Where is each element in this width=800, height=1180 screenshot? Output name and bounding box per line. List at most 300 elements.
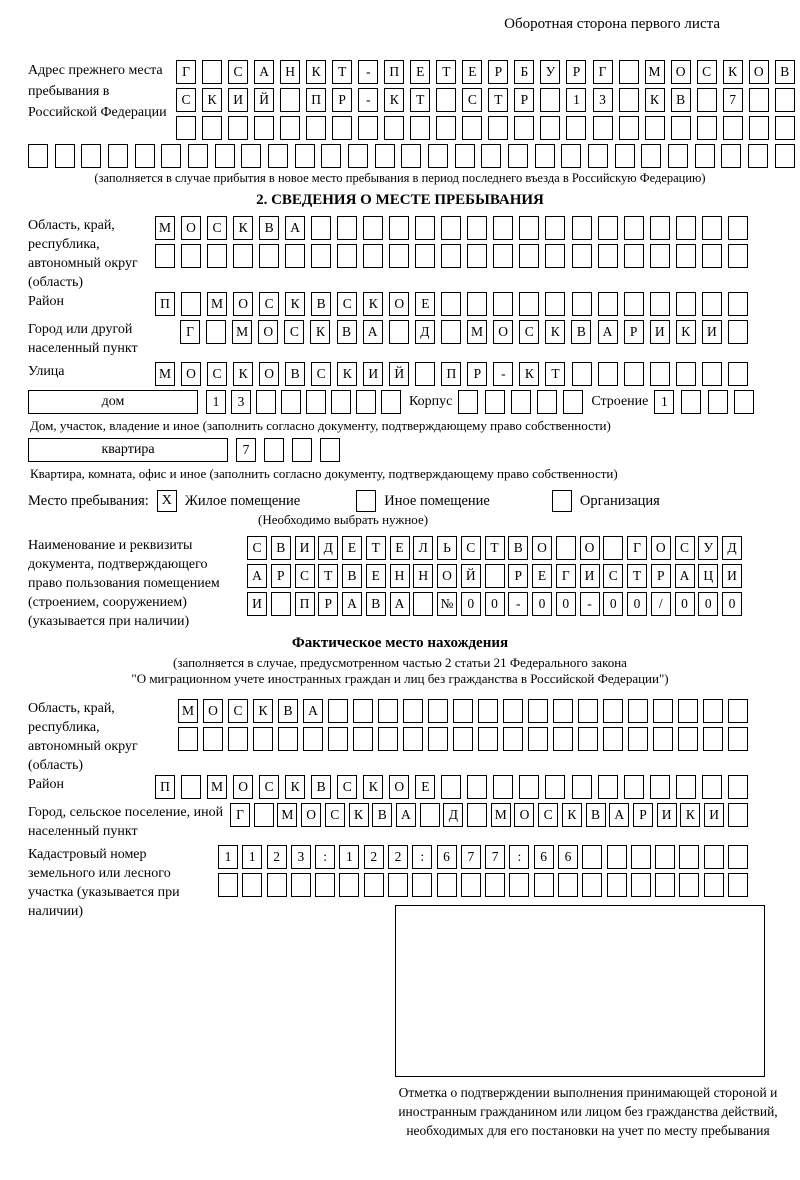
char-cell — [728, 244, 748, 268]
char-cell: А — [303, 699, 323, 723]
char-cell — [545, 292, 565, 316]
char-cell: С — [284, 320, 304, 344]
korpus-label: Корпус — [409, 394, 453, 409]
char-cell — [378, 699, 398, 723]
char-cell: Г — [176, 60, 196, 84]
char-cell: Г — [593, 60, 613, 84]
char-cell — [337, 216, 357, 240]
district-block — [28, 292, 772, 316]
char-cell — [775, 116, 795, 140]
char-cell: Й — [254, 88, 274, 112]
char-cell: К — [723, 60, 743, 84]
korpus-cells — [458, 390, 583, 414]
char-cell — [598, 362, 618, 386]
char-cell: 1 — [566, 88, 586, 112]
char-cell: В — [311, 775, 331, 799]
char-cell — [598, 216, 618, 240]
actual-region-row-1 — [178, 699, 748, 723]
char-cell — [588, 144, 608, 168]
char-cell — [678, 699, 698, 723]
char-cell — [485, 390, 505, 414]
char-cell: С — [228, 699, 248, 723]
char-cell — [320, 438, 340, 462]
char-cell — [453, 699, 473, 723]
char-cell: 1 — [242, 845, 262, 869]
char-cell — [485, 564, 505, 588]
char-cell: В — [586, 803, 606, 827]
char-cell — [206, 320, 226, 344]
char-cell: 0 — [675, 592, 695, 616]
char-cell — [415, 362, 435, 386]
actual-district-label: Район — [28, 777, 64, 792]
char-cell — [278, 727, 298, 751]
char-cell — [676, 775, 696, 799]
char-cell: С — [603, 564, 623, 588]
char-cell: М — [178, 699, 198, 723]
char-cell: Е — [410, 60, 430, 84]
char-cell — [436, 116, 456, 140]
char-cell — [528, 727, 548, 751]
choose-note: (Необходимо выбрать нужное) — [258, 512, 429, 527]
char-cell — [545, 244, 565, 268]
cadastral-label: Кадастровый номер земельного или лесного участка (указывается при наличии) — [28, 847, 180, 919]
char-cell: О — [259, 362, 279, 386]
char-cell: Н — [390, 564, 410, 588]
house-type-box: дом — [28, 390, 198, 414]
char-cell: О — [301, 803, 321, 827]
district-row — [155, 292, 748, 316]
char-cell: С — [337, 292, 357, 316]
char-cell: И — [650, 320, 670, 344]
char-cell: 7 — [461, 845, 481, 869]
char-cell: К — [562, 803, 582, 827]
char-cell: Г — [556, 564, 576, 588]
char-cell — [254, 116, 274, 140]
char-cell — [566, 116, 586, 140]
char-cell — [455, 144, 475, 168]
char-cell: Т — [366, 536, 386, 560]
char-cell — [728, 845, 748, 869]
char-cell — [203, 727, 223, 751]
char-cell: В — [671, 88, 691, 112]
char-cell: О — [437, 564, 457, 588]
char-cell — [650, 244, 670, 268]
char-cell — [375, 144, 395, 168]
char-cell: К — [384, 88, 404, 112]
char-cell: О — [493, 320, 513, 344]
char-cell: Р — [318, 592, 338, 616]
char-cell — [202, 116, 222, 140]
char-cell — [467, 244, 487, 268]
char-cell: - — [493, 362, 513, 386]
char-cell: 0 — [722, 592, 742, 616]
char-cell — [676, 362, 696, 386]
char-cell — [467, 292, 487, 316]
char-cell: О — [181, 216, 201, 240]
char-cell: В — [271, 536, 291, 560]
char-cell — [619, 60, 639, 84]
char-cell — [703, 699, 723, 723]
char-cell — [358, 116, 378, 140]
char-cell: Д — [318, 536, 338, 560]
char-cell: М — [491, 803, 511, 827]
char-cell — [413, 592, 433, 616]
organization-label: Организация — [579, 492, 660, 509]
char-cell: Е — [390, 536, 410, 560]
char-cell — [519, 244, 539, 268]
char-cell — [598, 775, 618, 799]
char-cell — [775, 144, 795, 168]
char-cell — [728, 699, 748, 723]
char-cell — [280, 88, 300, 112]
char-cell — [702, 775, 722, 799]
house-row — [28, 390, 772, 414]
char-cell — [467, 775, 487, 799]
char-cell — [514, 116, 534, 140]
char-cell: Б — [514, 60, 534, 84]
char-cell — [702, 244, 722, 268]
char-cell: А — [247, 564, 267, 588]
char-cell: М — [277, 803, 297, 827]
char-cell — [268, 144, 288, 168]
document-row-3 — [247, 592, 742, 616]
char-cell — [384, 116, 404, 140]
char-cell: С — [538, 803, 558, 827]
char-cell — [508, 144, 528, 168]
char-cell — [256, 390, 276, 414]
char-cell — [228, 727, 248, 751]
char-cell — [363, 244, 383, 268]
char-cell — [493, 775, 513, 799]
char-cell — [453, 727, 473, 751]
char-cell — [437, 873, 457, 897]
char-cell: С — [207, 362, 227, 386]
char-cell — [631, 873, 651, 897]
char-cell: П — [155, 292, 175, 316]
apartment-type-box: квартира — [28, 438, 228, 462]
char-cell — [441, 244, 461, 268]
char-cell: Е — [462, 60, 482, 84]
char-cell — [655, 845, 675, 869]
char-cell: 0 — [485, 592, 505, 616]
char-cell — [702, 216, 722, 240]
char-cell: Т — [627, 564, 647, 588]
char-cell — [428, 144, 448, 168]
char-cell: Р — [332, 88, 352, 112]
char-cell: : — [509, 845, 529, 869]
char-cell: К — [645, 88, 665, 112]
char-cell — [328, 727, 348, 751]
char-cell — [436, 88, 456, 112]
char-cell: И — [295, 536, 315, 560]
char-cell: М — [207, 775, 227, 799]
char-cell: Т — [410, 88, 430, 112]
prev-address-block — [28, 60, 790, 144]
stroenie-cells — [654, 390, 754, 414]
char-cell — [403, 727, 423, 751]
house-number-cells — [206, 390, 401, 414]
char-cell: 0 — [627, 592, 647, 616]
actual-city-row — [230, 803, 748, 827]
char-cell — [271, 592, 291, 616]
char-cell — [695, 144, 715, 168]
char-cell: В — [775, 60, 795, 84]
char-cell: И — [580, 564, 600, 588]
char-cell: О — [532, 536, 552, 560]
char-cell — [332, 116, 352, 140]
char-cell: С — [247, 536, 267, 560]
char-cell — [697, 88, 717, 112]
district-label: Район — [28, 294, 64, 309]
char-cell: М — [155, 362, 175, 386]
char-cell: К — [233, 216, 253, 240]
char-cell: 7 — [485, 845, 505, 869]
char-cell: М — [155, 216, 175, 240]
char-cell: 0 — [556, 592, 576, 616]
char-cell — [28, 144, 48, 168]
char-cell — [478, 699, 498, 723]
char-cell: П — [384, 60, 404, 84]
char-cell: Т — [545, 362, 565, 386]
char-cell: И — [704, 803, 724, 827]
char-cell: Р — [271, 564, 291, 588]
char-cell: О — [203, 699, 223, 723]
char-cell — [511, 390, 531, 414]
char-cell — [519, 216, 539, 240]
char-cell — [540, 116, 560, 140]
char-cell: В — [366, 592, 386, 616]
char-cell — [703, 727, 723, 751]
actual-region-block — [28, 699, 772, 775]
char-cell — [441, 292, 461, 316]
char-cell — [292, 438, 312, 462]
char-cell — [619, 88, 639, 112]
actual-region-label: Область, край, республика, автономный округ (область) — [28, 701, 138, 773]
other-premises-label: Иное помещение — [384, 492, 490, 509]
char-cell — [363, 216, 383, 240]
char-cell — [519, 292, 539, 316]
char-cell — [702, 362, 722, 386]
region-block — [28, 216, 772, 292]
char-cell — [578, 699, 598, 723]
char-cell: С — [176, 88, 196, 112]
city-label: Город или другой населенный пункт — [28, 322, 138, 356]
char-cell — [697, 116, 717, 140]
char-cell — [181, 244, 201, 268]
char-cell: С — [697, 60, 717, 84]
char-cell — [631, 845, 651, 869]
other-premises-checkbox — [356, 490, 376, 512]
char-cell: Ь — [437, 536, 457, 560]
char-cell: И — [363, 362, 383, 386]
actual-location-note-2: "О миграционном учете иностранных граждан и лиц без гражданства в Российской Федерации") — [131, 671, 669, 686]
stay-type-label: Место пребывания: — [28, 492, 149, 509]
char-cell — [721, 144, 741, 168]
char-cell — [628, 699, 648, 723]
char-cell: Е — [342, 536, 362, 560]
char-cell — [678, 727, 698, 751]
char-cell — [624, 244, 644, 268]
char-cell — [519, 775, 539, 799]
char-cell — [242, 873, 262, 897]
char-cell: М — [467, 320, 487, 344]
char-cell — [653, 699, 673, 723]
char-cell — [728, 775, 748, 799]
char-cell: А — [285, 216, 305, 240]
char-cell — [582, 873, 602, 897]
char-cell — [572, 292, 592, 316]
char-cell: 3 — [593, 88, 613, 112]
char-cell: - — [580, 592, 600, 616]
char-cell — [488, 116, 508, 140]
char-cell — [291, 873, 311, 897]
char-cell — [207, 244, 227, 268]
organization-checkbox — [552, 490, 572, 512]
char-cell: И — [702, 320, 722, 344]
char-cell — [241, 144, 261, 168]
char-cell: О — [233, 292, 253, 316]
char-cell: 0 — [532, 592, 552, 616]
char-cell: 7 — [723, 88, 743, 112]
char-cell: О — [651, 536, 671, 560]
char-cell — [572, 244, 592, 268]
char-cell: 7 — [236, 438, 256, 462]
street-block — [28, 362, 772, 386]
char-cell — [704, 873, 724, 897]
char-cell: Т — [318, 564, 338, 588]
city-block — [28, 320, 772, 358]
char-cell: У — [540, 60, 560, 84]
char-cell: К — [233, 362, 253, 386]
char-cell — [556, 536, 576, 560]
street-row — [155, 362, 748, 386]
char-cell: В — [337, 320, 357, 344]
char-cell — [493, 216, 513, 240]
char-cell: : — [315, 845, 335, 869]
char-cell: К — [306, 60, 326, 84]
char-cell — [708, 390, 728, 414]
char-cell: 3 — [291, 845, 311, 869]
actual-district-row — [155, 775, 748, 799]
char-cell — [353, 699, 373, 723]
char-cell — [228, 116, 248, 140]
char-cell — [458, 390, 478, 414]
char-cell: 6 — [558, 845, 578, 869]
char-cell — [428, 727, 448, 751]
char-cell: С — [295, 564, 315, 588]
char-cell: Ц — [698, 564, 718, 588]
char-cell — [503, 699, 523, 723]
char-cell — [155, 244, 175, 268]
char-cell — [412, 873, 432, 897]
char-cell: : — [412, 845, 432, 869]
char-cell: А — [675, 564, 695, 588]
char-cell — [311, 216, 331, 240]
char-cell — [285, 244, 305, 268]
char-cell — [603, 727, 623, 751]
char-cell — [558, 873, 578, 897]
char-cell: 3 — [231, 390, 251, 414]
char-cell — [485, 873, 505, 897]
char-cell — [676, 244, 696, 268]
char-cell — [264, 438, 284, 462]
document-row-1 — [247, 536, 742, 560]
char-cell: О — [389, 775, 409, 799]
char-cell: В — [259, 216, 279, 240]
char-cell — [572, 775, 592, 799]
char-cell: С — [461, 536, 481, 560]
char-cell — [578, 727, 598, 751]
char-cell: К — [285, 292, 305, 316]
char-cell — [572, 362, 592, 386]
prev-address-row-2 — [176, 88, 795, 112]
residential-checkbox: X — [157, 490, 177, 512]
region-row-2 — [155, 244, 748, 268]
char-cell — [462, 116, 482, 140]
char-cell: О — [749, 60, 769, 84]
char-cell: К — [202, 88, 222, 112]
char-cell: Р — [514, 88, 534, 112]
char-cell: А — [598, 320, 618, 344]
char-cell: О — [580, 536, 600, 560]
char-cell: К — [349, 803, 369, 827]
char-cell: - — [358, 88, 378, 112]
char-cell — [178, 727, 198, 751]
char-cell: - — [508, 592, 528, 616]
char-cell — [641, 144, 661, 168]
char-cell: О — [671, 60, 691, 84]
stroenie-label: Строение — [591, 394, 649, 409]
char-cell — [415, 244, 435, 268]
char-cell — [540, 88, 560, 112]
char-cell — [650, 775, 670, 799]
char-cell: Р — [467, 362, 487, 386]
char-cell — [348, 144, 368, 168]
char-cell — [603, 699, 623, 723]
char-cell: С — [675, 536, 695, 560]
char-cell: 1 — [206, 390, 226, 414]
char-cell — [775, 88, 795, 112]
char-cell — [650, 362, 670, 386]
char-cell: Д — [722, 536, 742, 560]
char-cell — [545, 775, 565, 799]
char-cell — [509, 873, 529, 897]
document-row-2 — [247, 564, 742, 588]
char-cell — [534, 873, 554, 897]
char-cell — [161, 144, 181, 168]
char-cell — [728, 362, 748, 386]
char-cell: О — [233, 775, 253, 799]
char-cell — [55, 144, 75, 168]
char-cell — [108, 144, 128, 168]
char-cell — [254, 803, 274, 827]
char-cell — [81, 144, 101, 168]
char-cell — [215, 144, 235, 168]
char-cell — [295, 144, 315, 168]
char-cell: У — [698, 536, 718, 560]
apartment-row — [28, 438, 772, 462]
char-cell — [389, 216, 409, 240]
char-cell: С — [337, 775, 357, 799]
char-cell — [645, 116, 665, 140]
char-cell — [306, 116, 326, 140]
prev-address-label: Адрес прежнего места пребывания в Российской Федерации — [28, 63, 167, 120]
char-cell — [441, 775, 461, 799]
section2-title: 2. СВЕДЕНИЯ О МЕСТЕ ПРЕБЫВАНИЯ — [256, 192, 544, 208]
char-cell — [537, 390, 557, 414]
char-cell — [378, 727, 398, 751]
char-cell: 1 — [218, 845, 238, 869]
